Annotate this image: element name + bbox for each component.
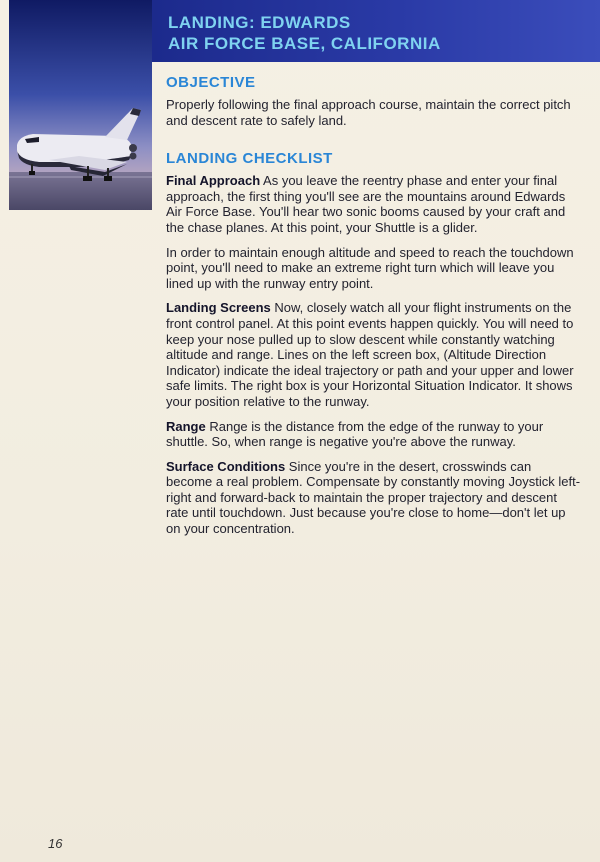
objective-text: Properly following the final approach course, maintain the correct pitch and descent rate to safely land.: [166, 97, 571, 128]
checklist-item-right-turn: [166, 245, 581, 292]
page-content: [166, 74, 581, 546]
checklist-text: Now, closely watch all your flight instruments on the front control panel. At this point events happen quickly. You will need to keep your nose pulled up to slow descent while constantly watching altitude and range. Lines on the left screen box, (Altitude Direction Indicator) indicate the ideal trajectory or path and your upper and lower safe limits. The right box is your Horizontal Situation Indicator. It shows your position relative to the runway.: [166, 300, 574, 409]
checklist-text: In order to maintain enough altitude and speed to reach the touchdown point, you'll need to make an extreme right turn which will leave you lined up with the runway entry point.: [166, 244, 574, 291]
checklist-text: Since you're in the desert, crosswinds can become a real problem. Compensate by constantly moving Joystick left-right and forward-back to maintain the proper trajectory and descent rate until touchdown. Just because you're close to home—don't let up on your concentration.: [166, 458, 581, 537]
checklist-text: As you leave the reentry phase and enter your final approach, the first thing you'll see are the mountains around Edwards Air Force Base. You'll hear two sonic booms caused by your craft and the chase planes. At this point, your Shuttle is a glider.: [166, 173, 566, 235]
objective-heading: OBJECTIVE: [166, 74, 256, 91]
page-number: 16: [48, 836, 63, 851]
checklist-term: Surface Conditions: [166, 458, 286, 474]
checklist-item-range: [166, 419, 581, 450]
checklist-item-final-approach: [166, 173, 581, 235]
checklist-term: Range: [166, 418, 206, 434]
shuttle-landing-photo: [9, 0, 152, 210]
checklist-term: Final Approach: [166, 173, 261, 189]
checklist-term: Landing Screens: [166, 300, 271, 316]
checklist-item-surface-conditions: [166, 459, 581, 537]
page-title-line-2: AIR FORCE BASE, CALIFORNIA: [168, 34, 441, 53]
checklist-text: Range is the distance from the edge of the runway to your shuttle. So, when range is negative you're above the runway.: [166, 418, 544, 450]
checklist-item-landing-screens: [166, 300, 581, 409]
landing-checklist-heading: LANDING CHECKLIST: [166, 150, 333, 168]
page-title-line-1: LANDING: EDWARDS: [168, 13, 351, 32]
page-title: [168, 12, 588, 54]
shuttle-landing-illustration: [9, 0, 152, 210]
